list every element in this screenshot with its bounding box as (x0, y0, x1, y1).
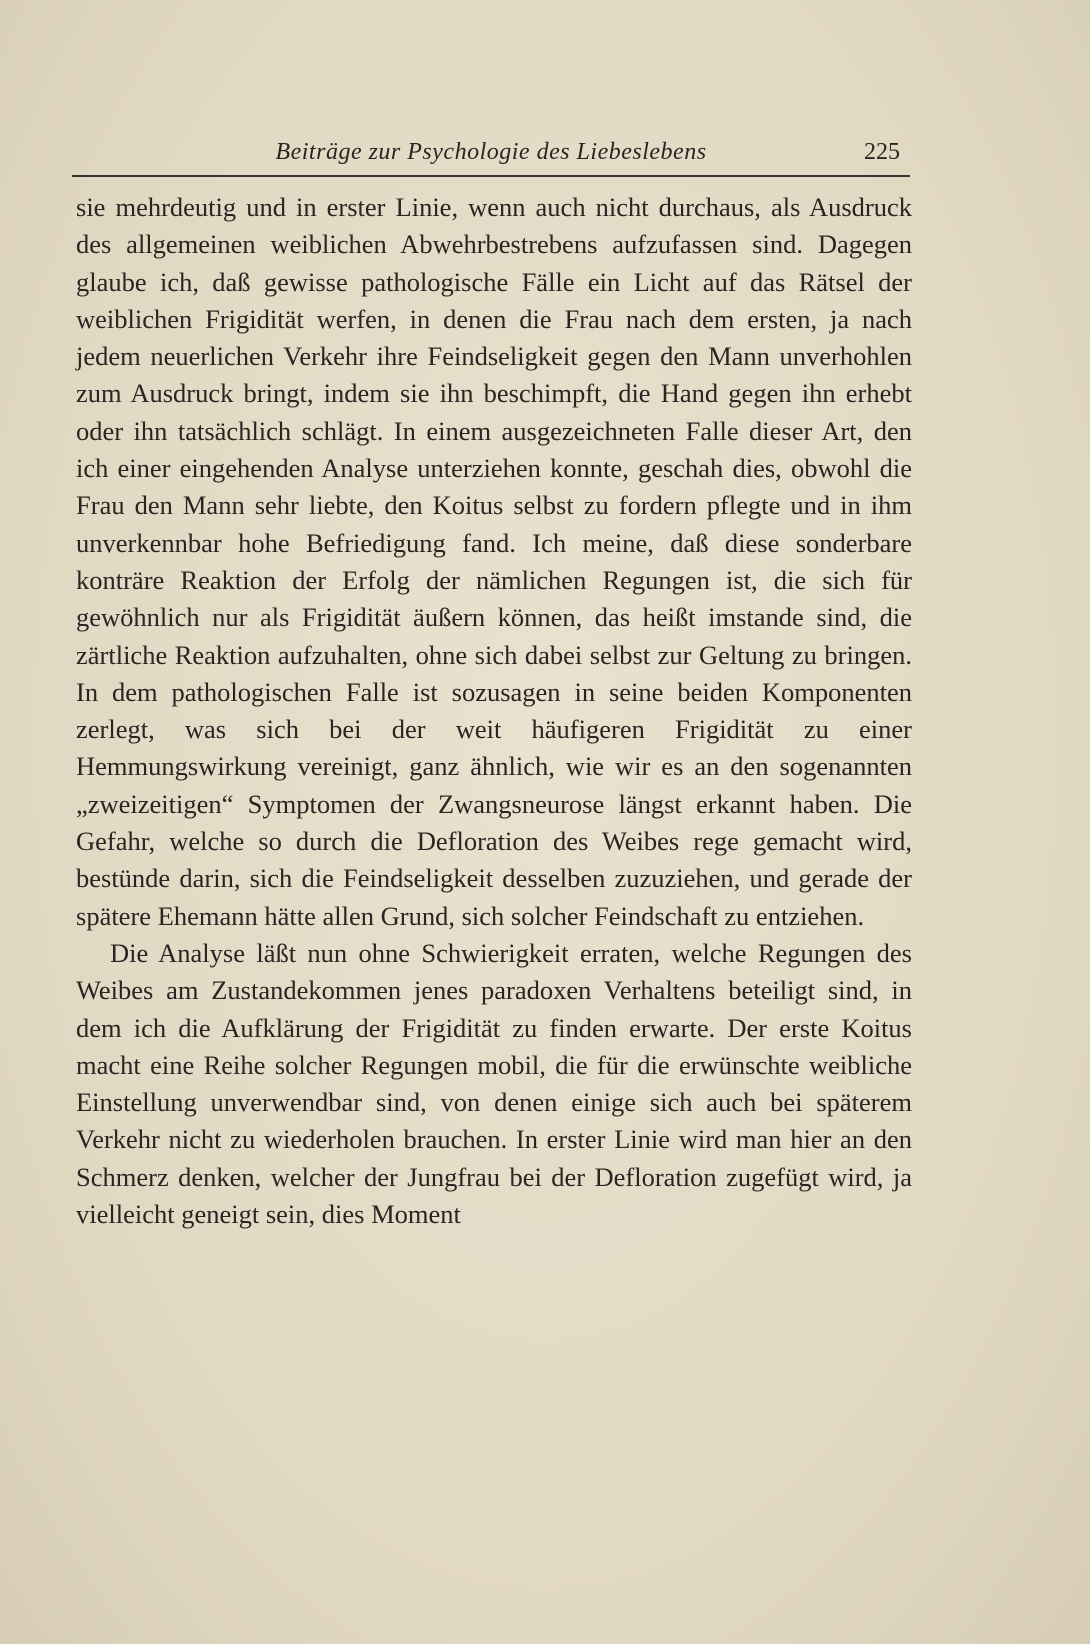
paragraph-continued: sie mehrdeutig und in erster Linie, wenn auch nicht durchaus, als Ausdruck des allgemeinen weiblichen Abwehrbestrebens aufzufassen sind. Dagegen glaube ich, daß gewisse pathologische Fälle ein Licht auf das Rätsel der weiblichen Frigidität werfen, in denen die Frau nach dem ersten, ja nach jedem neuerlichen Verkehr ihre Feindseligkeit gegen den Mann unverhohlen zum Ausdruck bringt, indem sie ihn beschimpft, die Hand gegen ihn erhebt oder ihn tatsächlich schlägt. In einem ausgezeichneten Falle dieser Art, den ich einer eingehenden Analyse unterziehen konnte, geschah dies, obwohl die Frau den Mann sehr liebte, den Koitus selbst zu fordern pflegte und in ihm unverkennbar hohe Befriedigung fand. Ich meine, daß diese sonderbare konträre Reaktion der Erfolg der nämlichen Regungen ist, die sich für gewöhnlich nur als Frigidität äußern können, das heißt imstande sind, die zärtliche Reaktion aufzuhalten, ohne sich dabei selbst zur Geltung zu bringen. In dem pathologischen Falle ist sozusagen in seine beiden Komponenten zerlegt, was sich bei der weit häufigeren Frigidität zu einer Hemmungswirkung vereinigt, ganz ähnlich, wie wir es an den sogenannten „zweizeitigen“ Symptomen der Zwangsneurose längst erkannt haben. Die Gefahr, welche so durch die Defloration des Weibes rege gemacht wird, bestünde darin, sich die Feindseligkeit desselben zuzuziehen, und gerade der spätere Ehemann hätte allen Grund, sich solcher Feindschaft zu entziehen. (76, 192, 912, 931)
paragraph: Die Analyse läßt nun ohne Schwierigkeit erraten, welche Regungen des Weibes am Zustandekommen jenes paradoxen Verhaltens beteiligt sind, in dem ich die Aufklärung der Frigidität zu finden erwarte. Der erste Koitus macht eine Reihe solcher Regungen mobil, die für die erwünschte weibliche Einstellung unverwendbar sind, von denen einige sich auch bei späterem Verkehr nicht zu wiederholen brauchen. In erster Linie wird man hier an den Schmerz denken, welcher der Jungfrau bei der Defloration zugefügt wird, ja vielleicht geneigt sein, dies Moment (76, 937, 912, 1230)
running-title: Beiträge zur Psychologie des Liebeslebens (275, 139, 707, 165)
running-header (72, 135, 910, 177)
page-number: 225 (864, 139, 900, 165)
body-text (76, 189, 912, 1233)
